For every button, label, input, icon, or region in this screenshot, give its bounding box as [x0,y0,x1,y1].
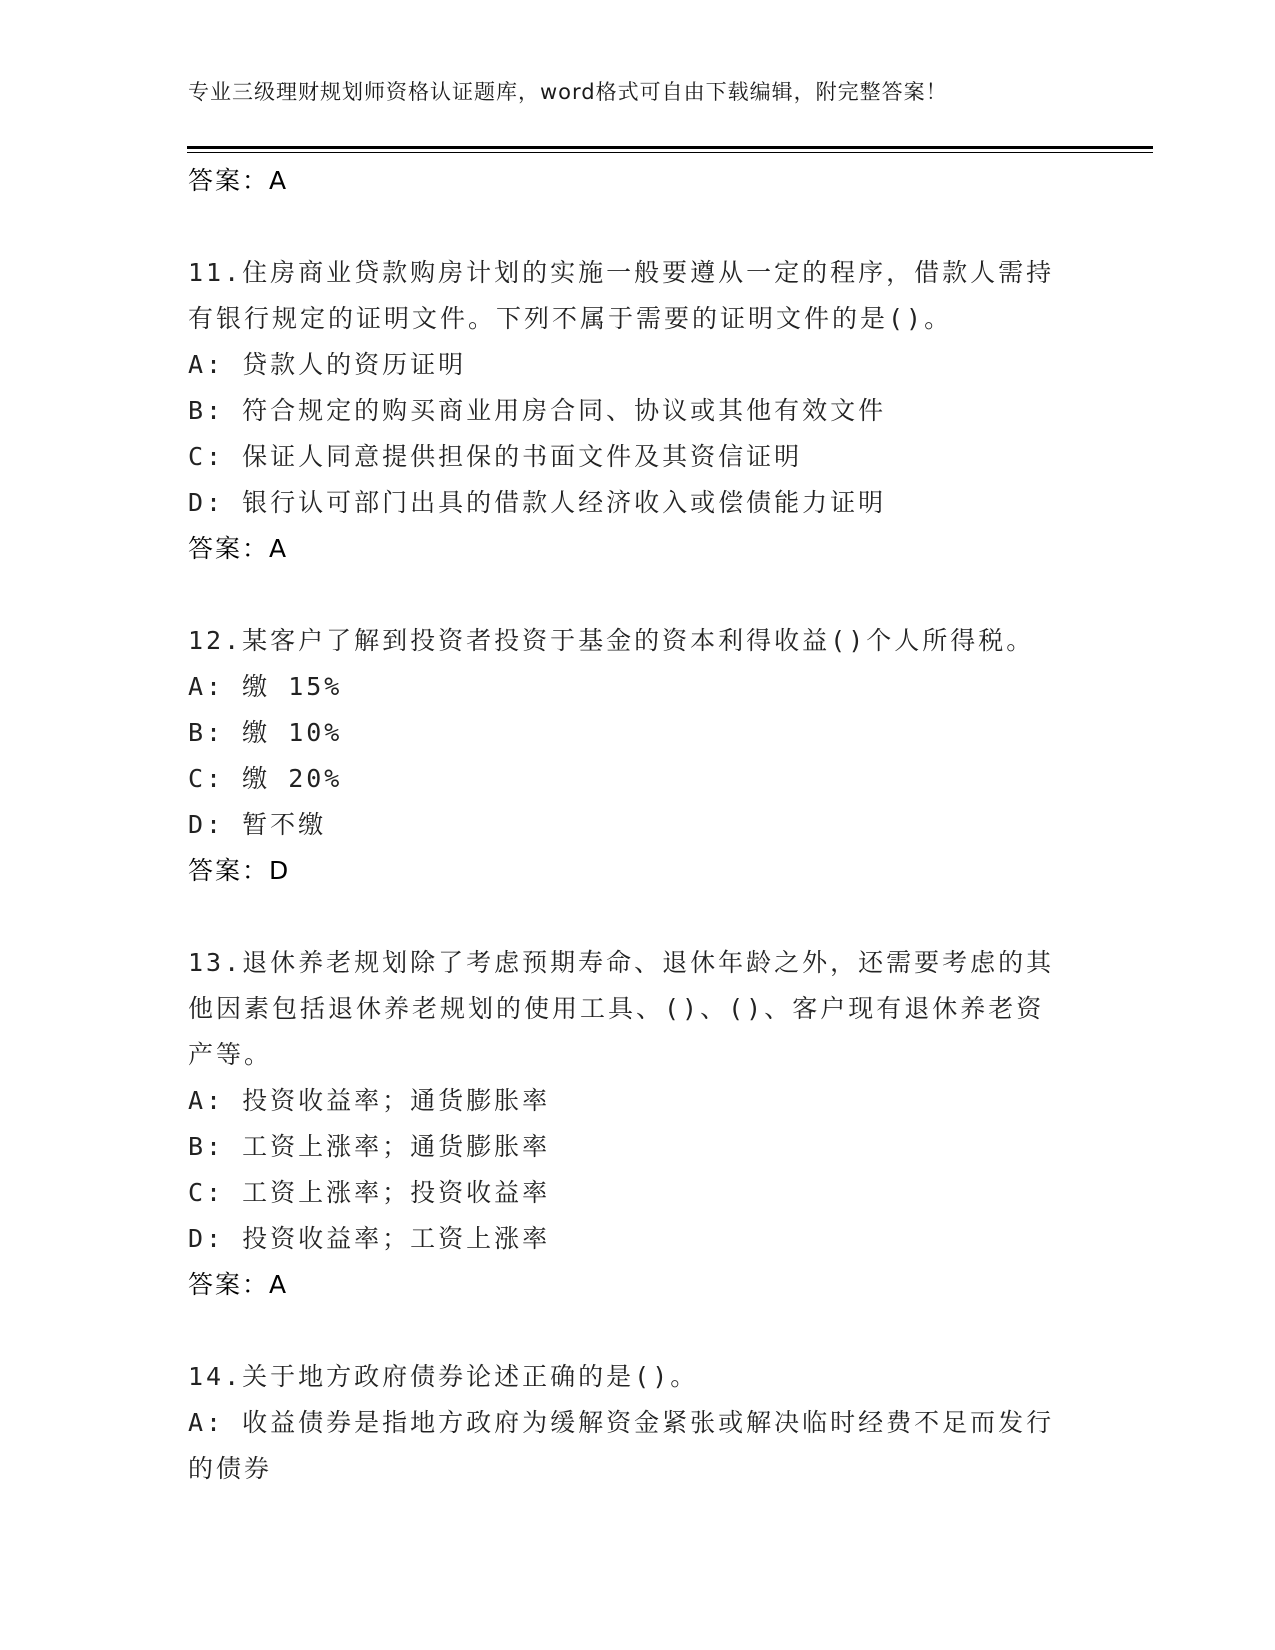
option-a: A: 投资收益率；通货膨胀率 [188,1086,551,1115]
question-stem: 12.某客户了解到投资者投资于基金的资本利得收益()个人所得税。 [188,626,1035,655]
question-block [188,618,1088,894]
document-body [188,158,1088,1492]
option-c: C: 保证人同意提供担保的书面文件及其资信证明 [188,442,803,471]
option-b: B: 符合规定的购买商业用房合同、协议或其他有效文件 [188,396,887,425]
option-d: D: 投资收益率；工资上涨率 [188,1224,551,1253]
page-header: 专业三级理财规划师资格认证题库，word格式可自由下载编辑，附完整答案！ [188,80,948,104]
spacer [188,572,1088,618]
option-d: D: 银行认可部门出具的借款人经济收入或偿债能力证明 [188,488,887,517]
spacer [188,204,1088,250]
option-a: A: 收益债券是指地方政府为缓解资金紧张或解决临时经费不足而发行 [188,1408,1055,1437]
option-b: B: 工资上涨率；通货膨胀率 [188,1132,551,1161]
question-block [188,1354,1088,1492]
header-rule [187,146,1153,149]
spacer [188,894,1088,940]
option-a: A: 缴 15% [188,672,343,701]
option-d: D: 暂不缴 [188,810,327,839]
spacer [188,1308,1088,1354]
option-a-continued: 的债券 [188,1454,273,1483]
answer-line: 答案：A [188,1270,289,1299]
question-block [188,250,1088,572]
option-c: C: 缴 20% [188,764,343,793]
header-rule-thin [187,152,1153,153]
option-b: B: 缴 10% [188,718,343,747]
answer-line: 答案：A [188,166,289,195]
option-c: C: 工资上涨率；投资收益率 [188,1178,551,1207]
question-stem: 产等。 [188,1040,273,1069]
question-stem: 有银行规定的证明文件。下列不属于需要的证明文件的是()。 [188,304,953,333]
option-a: A: 贷款人的资历证明 [188,350,467,379]
answer-line: 答案：D [188,856,291,885]
question-stem: 他因素包括退休养老规划的使用工具、()、()、客户现有退休养老资 [188,994,1045,1023]
question-stem: 14.关于地方政府债券论述正确的是()。 [188,1362,699,1391]
question-stem: 11.住房商业贷款购房计划的实施一般要遵从一定的程序，借款人需持 [188,258,1055,287]
answer-line: 答案：A [188,534,289,563]
question-stem: 13.退休养老规划除了考虑预期寿命、退休年龄之外，还需要考虑的其 [188,948,1055,977]
question-block [188,940,1088,1308]
